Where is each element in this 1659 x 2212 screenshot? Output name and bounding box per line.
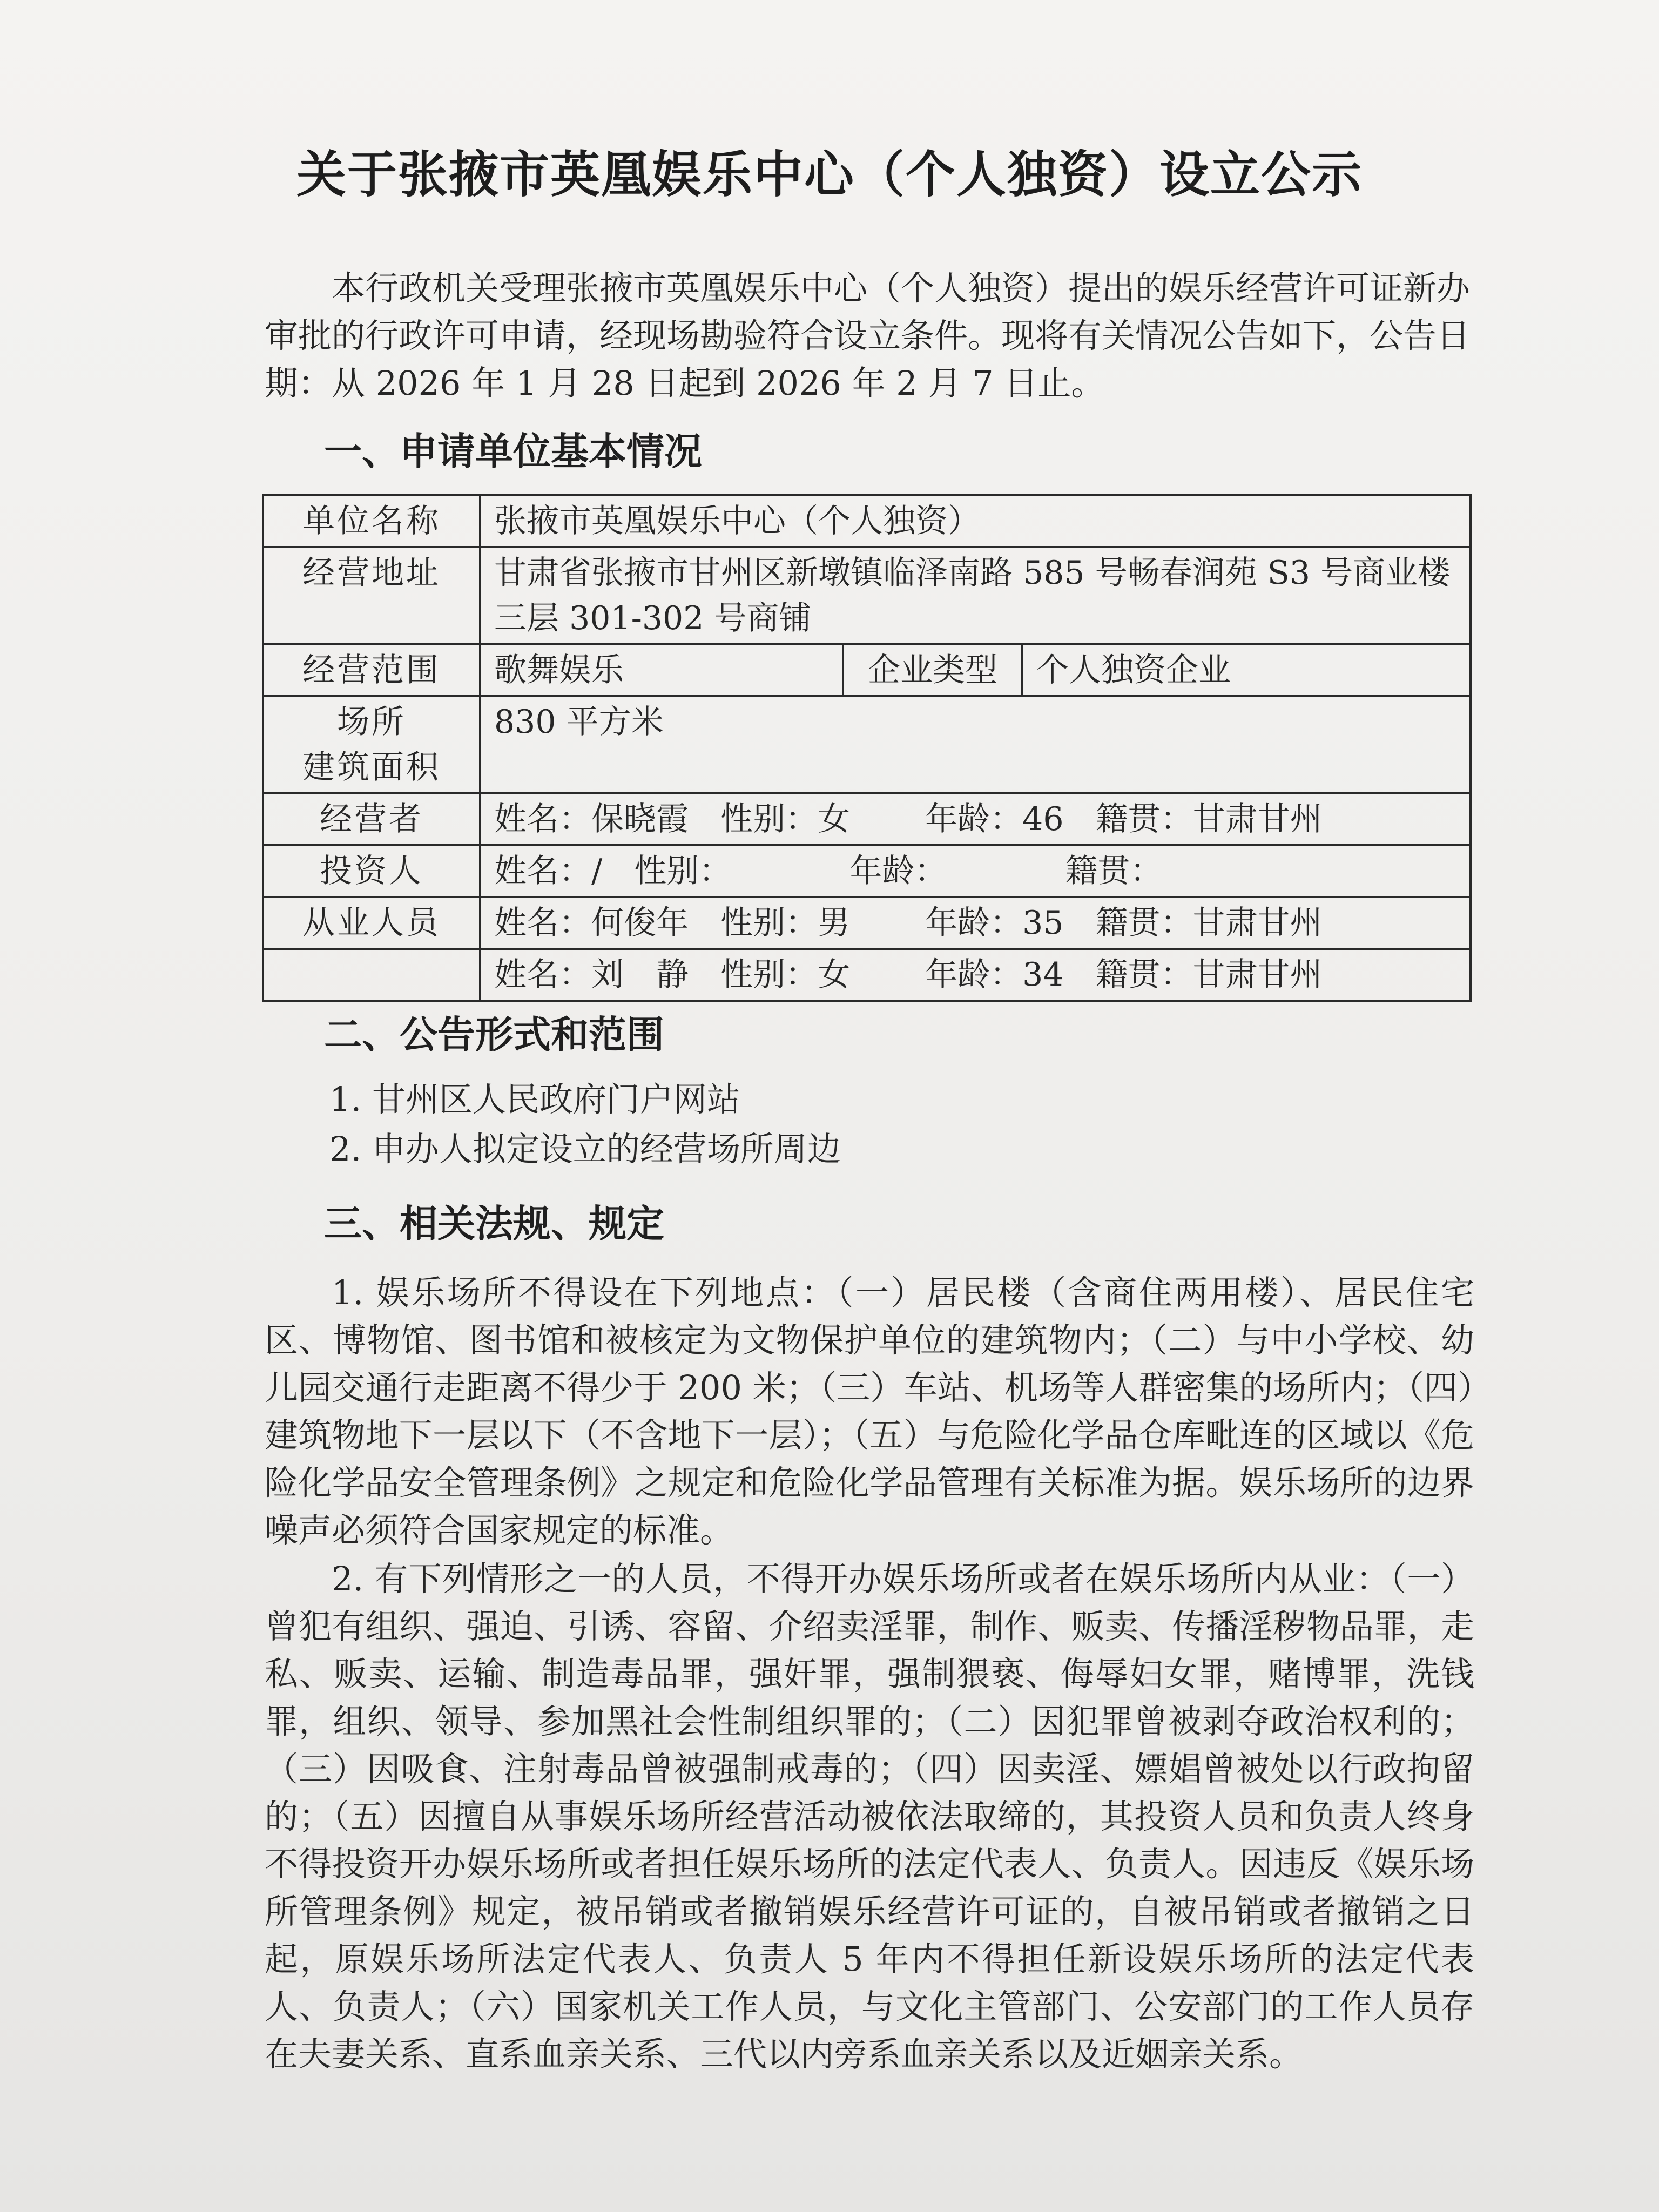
staff-2-origin: 籍贯：甘肃甘州 <box>1095 956 1323 994</box>
enterprise-type-label: 企业类型 <box>843 644 1022 696</box>
section-2-heading: 二、公告形式和范围 <box>324 1013 664 1057</box>
operator-gender: 性别：女 <box>720 800 851 838</box>
area-label-line2: 建筑面积 <box>302 748 441 786</box>
investor-label: 投资人 <box>263 845 480 897</box>
investor-name: 姓名：/ <box>494 852 603 890</box>
table-row <box>263 547 1471 644</box>
area-label <box>263 696 480 793</box>
address-label: 经营地址 <box>263 547 480 644</box>
staff-2-value <box>480 949 1471 1001</box>
table-row <box>263 845 1471 897</box>
section-3-heading: 三、相关法规、规定 <box>324 1202 664 1246</box>
unit-name-label: 单位名称 <box>263 495 480 547</box>
operator-age: 年龄：46 <box>925 800 1064 838</box>
regulation-paragraph-2: 2. 有下列情形之一的人员，不得开办娱乐场所或者在娱乐场所内从业：（一）曾犯有组织、强迫、引诱、容留、介绍卖淫罪，制作、贩卖、传播淫秽物品罪，走私、贩卖、运输、制造毒品罪，强奸罪，强制猥亵、侮辱妇女罪，赌博罪，洗钱罪，组织、领导、参加黑社会性制组织罪的；（二）因犯罪曾被剥夺政治权利的；（三）因吸食、注射毒品曾被强制戒毒的；（四）因卖淫、嫖娼曾被处以行政拘留的；（五）因擅自从事娱乐场所经营活动被依法取缔的，其投资人员和负责人终身不得投资开办娱乐场所或者担任娱乐场所的法定代表人、负责人。因违反《娱乐场所管理条例》规定，被吊销或者撤销娱乐经营许可证的，自被吊销或者撤销之日起，原娱乐场所法定代表人、负责人 5 年内不得担任新设娱乐场所的法定代表人、负责人；（六）国家机关工作人员，与文化主管部门、公安部门的工作人员存在夫妻关系、直系血亲关系、三代以内旁系血亲关系以及近姻亲关系。 <box>265 1559 1474 2074</box>
announcement-forms-list <box>329 1075 841 1174</box>
staff-1-age: 年龄：35 <box>925 904 1064 942</box>
staff-1-origin: 籍贯：甘肃甘州 <box>1095 904 1323 942</box>
investor-value <box>480 845 1471 897</box>
table-row <box>263 949 1471 1001</box>
table-row <box>263 644 1471 696</box>
address-value: 甘肃省张掖市甘州区新墩镇临泽南路 585 号畅春润苑 S3 号商业楼三层 301-302 号商铺 <box>480 547 1471 644</box>
list-item: 1. 甘州区人民政府门户网站 <box>329 1080 740 1119</box>
staff-2-gender: 性别：女 <box>720 956 851 994</box>
list-item: 2. 申办人拟定设立的经营场所周边 <box>329 1129 841 1169</box>
staff-label: 从业人员 <box>263 897 480 949</box>
enterprise-type-value: 个人独资企业 <box>1022 644 1471 696</box>
staff-1-gender: 性别：男 <box>720 904 851 942</box>
unit-name-value: 张掖市英凰娱乐中心（个人独资） <box>480 495 1471 547</box>
table-row <box>263 696 1471 793</box>
area-label-line1: 场所 <box>337 703 406 741</box>
staff-label-empty <box>263 949 480 1001</box>
staff-2-age: 年龄：34 <box>925 956 1064 994</box>
staff-1-value <box>480 897 1471 949</box>
investor-gender: 性别： <box>634 852 732 890</box>
regulation-paragraph-1: 1. 娱乐场所不得设在下列地点：（一）居民楼（含商住两用楼）、居民住宅区、博物馆、图书馆和被核定为文物保护单位的建筑物内；（二）与中小学校、幼儿园交通行走距离不得少于 200 米；（三）车站、机场等人群密集的场所内；（四）建筑物地下一层以下（不含地下一层）；（五）与危险化学品仓库毗连的区域以《危险化学品安全管理条例》之规定和危险化学品管理有关标准为据。娱乐场所的边界噪声必须符合国家规定的标准。 <box>265 1273 1474 1550</box>
applicant-info-table <box>262 494 1472 1002</box>
investor-origin: 籍贯： <box>1065 852 1163 890</box>
scope-label: 经营范围 <box>263 644 480 696</box>
section-1-heading: 一、申请单位基本情况 <box>324 429 702 474</box>
investor-age: 年龄： <box>849 852 947 890</box>
intro-paragraph: 本行政机关受理张掖市英凰娱乐中心（个人独资）提出的娱乐经营许可证新办审批的行政许可申请，经现场勘验符合设立条件。现将有关情况公告如下，公告日期：从 2026 年 1 月 28 日起到 2026 年 2 月 7 日止。 <box>265 268 1471 403</box>
table-row <box>263 897 1471 949</box>
operator-origin: 籍贯：甘肃甘州 <box>1095 800 1323 838</box>
staff-2-name: 姓名：刘 静 <box>494 956 689 994</box>
document-title: 关于张掖市英凰娱乐中心（个人独资）设立公示 <box>296 146 1363 204</box>
staff-1-name: 姓名：何俊年 <box>494 904 689 942</box>
scope-value: 歌舞娱乐 <box>480 644 843 696</box>
operator-label: 经营者 <box>263 793 480 845</box>
table-row <box>263 793 1471 845</box>
table-row <box>263 495 1471 547</box>
operator-name: 姓名：保晓霞 <box>494 800 689 838</box>
area-value: 830 平方米 <box>480 696 1471 793</box>
operator-value <box>480 793 1471 845</box>
